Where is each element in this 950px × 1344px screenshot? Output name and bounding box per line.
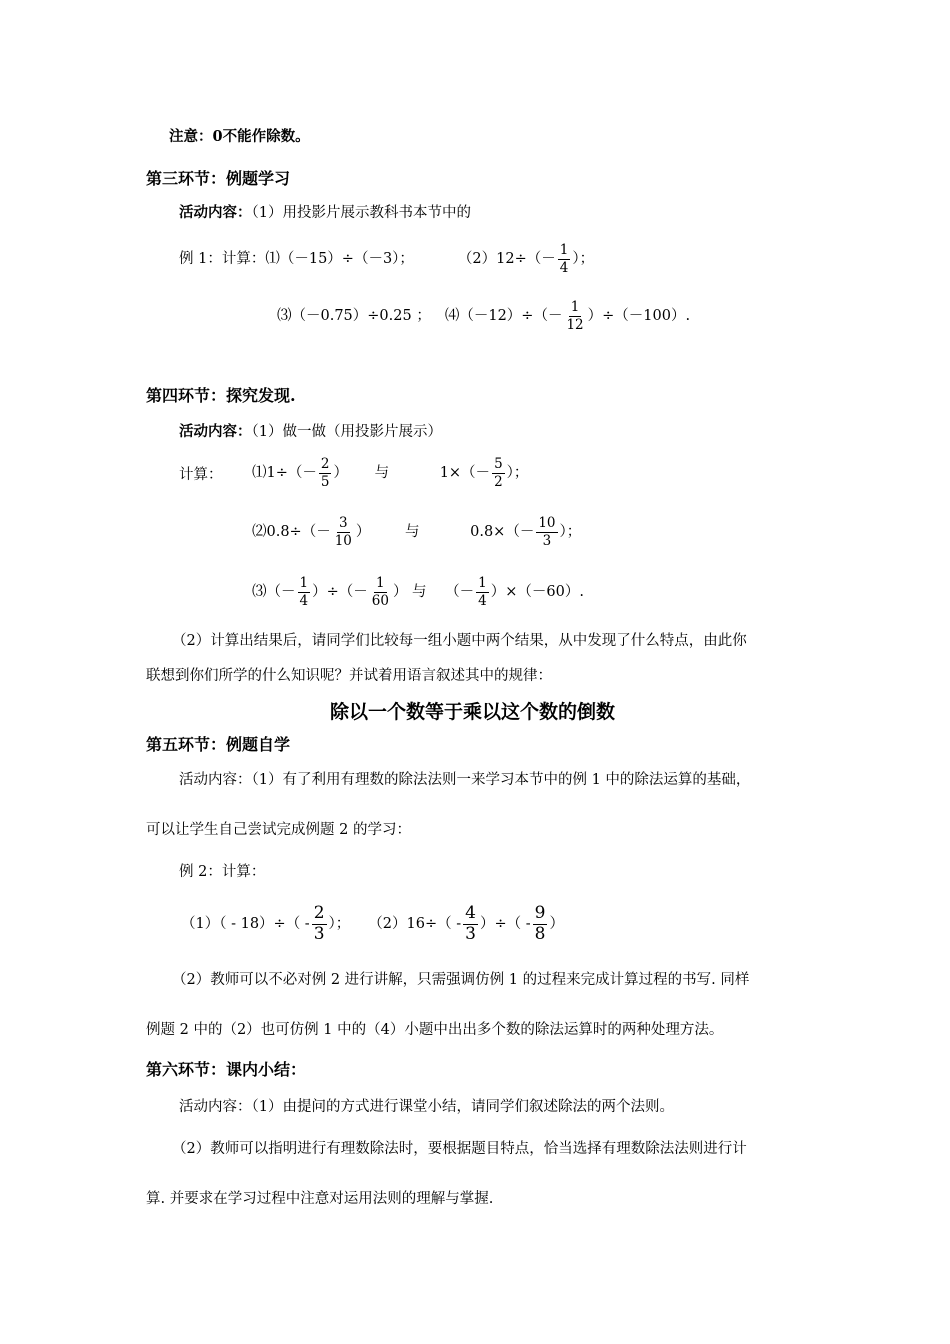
ex1-item-2: （2）12÷（－ $\frac{1}{4}$ ）；	[457, 242, 595, 276]
ex1-item-1: ⑴（－15）÷（－3）；	[265, 251, 414, 267]
fraction: $\frac{1}{60}$	[371, 575, 389, 609]
s4-activity-label: 活动内容：	[179, 423, 252, 440]
s4-p2-line-1: （2）计算出结果后，请同学们比较每一组小题中两个结果，从中发现了什么特点，由此你	[172, 633, 747, 649]
example-1-line-1	[179, 243, 594, 275]
s5-p2-line-1: （2）教师可以不必对例 2 进行讲解，只需强调仿例 1 的过程来完成计算过程的书写. 同样	[172, 972, 750, 988]
example-2-line	[181, 902, 564, 946]
s5-p1-line-2: 可以让学生自己尝试完成例题 2 的学习：	[146, 822, 411, 838]
section-4-heading: 第四环节：探究发现.	[146, 386, 296, 405]
fraction: $\frac{10}{3}$	[538, 515, 556, 549]
s3-activity-text: （1）用投影片展示教科书本节中的	[251, 205, 471, 221]
fraction: $\frac{5}{2}$	[494, 456, 503, 490]
s4-calc-label: 计算：	[179, 467, 223, 483]
s4-activity-text: （1）做一做（用投影片展示）	[251, 424, 442, 440]
s4-activity	[179, 422, 442, 442]
section-3-heading: 第三环节：例题学习	[146, 169, 291, 188]
section-5-heading: 第五环节：例题自学	[146, 735, 291, 754]
ex2-label: 例 2：计算：	[179, 864, 266, 880]
fraction: $\frac{3}{10}$	[334, 515, 352, 549]
note-text: 注意：0不能作除数。	[169, 128, 310, 145]
s4-row-1: ⑴1÷（－ $\frac{2}{5}$ ） 与 1×（－ $\frac{5}{2}$ ）；	[252, 456, 529, 490]
s5-p1-line-1: 活动内容：（1）有了利用有理数的除法法则一来学习本节中的例 1 中的除法运算的基础，	[179, 772, 751, 788]
s6-p1: 活动内容：（1）由提问的方式进行课堂小结，请同学们叙述除法的两个法则。	[179, 1099, 674, 1115]
ex2-item-2: （2）16÷（ - $\frac{4}{3}$ ）÷（ - $\frac{9}{8}$ ）	[368, 902, 564, 944]
fraction: $\frac{1}{4}$	[478, 575, 487, 609]
fraction: $\frac{1}{4}$	[299, 575, 309, 609]
ex1-label: 例 1：计算：	[179, 251, 266, 267]
example-1-line-2	[277, 300, 690, 332]
ex1-item-3: ⑶（－0.75）÷0.25 ；	[277, 308, 431, 324]
fraction: $\frac{1}{12}$	[566, 299, 584, 333]
s4-p2-line-2: 联想到你们所学的什么知识呢？并试着用语言叙述其中的规律：	[146, 668, 552, 684]
division-rule-title: 除以一个数等于乘以这个数的倒数	[330, 701, 616, 723]
fraction: $\frac{1}{4}$	[559, 242, 569, 276]
fraction: $\frac{2}{5}$	[320, 456, 330, 490]
s4-row-3: ⑶（－ $\frac{1}{4}$ ）÷（－ $\frac{1}{60}$ ） 与 （－ $\frac{1}{4}$ ）×（－60）.	[252, 575, 584, 609]
s4-row-2: ⑵0.8÷（－ $\frac{3}{10}$ ） 与 0.8×（－ $\frac{10}{3}$ ）；	[252, 515, 582, 549]
s6-p2-line-1: （2）教师可以指明进行有理数除法时，要根据题目特点，恰当选择有理数除法法则进行计	[172, 1141, 747, 1157]
ex2-item-1: （1）（ - 18）÷（ - $\frac{2}{3}$ ）；	[181, 902, 351, 944]
fraction: $\frac{4}{3}$	[465, 902, 476, 944]
s3-activity	[179, 203, 471, 223]
s3-activity-label: 活动内容：	[179, 204, 252, 221]
fraction: $\frac{9}{8}$	[534, 902, 546, 944]
section-6-heading: 第六环节：课内小结：	[146, 1060, 307, 1079]
s6-p2-line-2: 算. 并要求在学习过程中注意对运用法则的理解与掌握.	[146, 1191, 494, 1207]
s5-p2-line-2: 例题 2 中的（2）也可仿例 1 中的（4）小题中出出多个数的除法运算时的两种处理方法。	[146, 1022, 724, 1038]
fraction: $\frac{2}{3}$	[313, 902, 325, 944]
ex1-item-4: ⑷（－12）÷（－ $\frac{1}{12}$ ）÷（－100）.	[444, 299, 691, 333]
